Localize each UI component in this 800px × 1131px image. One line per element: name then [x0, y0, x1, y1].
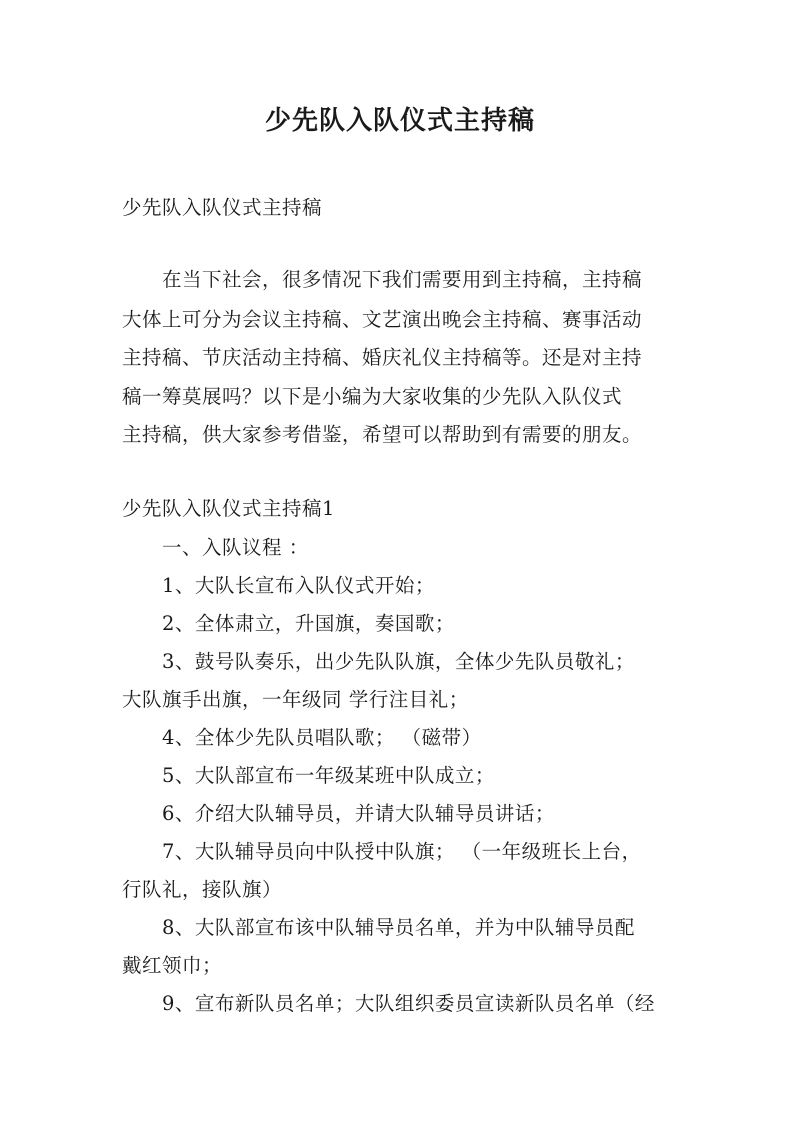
intro-line: 主持稿，供大家参考借鉴，希望可以帮助到有需要的朋友。	[122, 423, 643, 446]
agenda-item: 6、介绍大队辅导员，并请大队辅导员讲话；	[162, 802, 555, 825]
subtitle: 少先队入队仪式主持稿	[122, 196, 323, 219]
section-heading: 少先队入队仪式主持稿1	[122, 497, 335, 520]
intro-line: 大体上可分为会议主持稿、文艺演出晚会主持稿、赛事活动	[122, 308, 643, 331]
agenda-item: 3、鼓号队奏乐，出少先队队旗，全体少先队员敬礼；	[162, 650, 635, 673]
agenda-item-continued: 戴红领巾；	[122, 954, 223, 977]
agenda-item-continued: 大队旗手出旗，一年级同 学行注目礼；	[122, 688, 469, 711]
intro-line: 主持稿、节庆活动主持稿、婚庆礼仪主持稿等。还是对主持	[122, 346, 643, 369]
agenda-item: 9、宣布新队员名单；大队组织委员宣读新队员名单（经	[162, 992, 655, 1015]
agenda-item: 1、大队长宣布入队仪式开始；	[162, 574, 435, 597]
agenda-item: 8、大队部宣布该中队辅导员名单，并为中队辅导员配	[162, 916, 635, 939]
agenda-item: 4、全体少先队员唱队歌； （磁带）	[162, 726, 482, 749]
page-title: 少先队入队仪式主持稿	[264, 106, 535, 136]
intro-line: 在当下社会，很多情况下我们需要用到主持稿，主持稿	[162, 268, 643, 291]
agenda-heading: 一、入队议程 ：	[162, 536, 309, 559]
agenda-item: 2、全体肃立，升国旗，奏国歌；	[162, 612, 455, 635]
agenda-item-continued: 行队礼，接队旗）	[122, 878, 283, 901]
agenda-item: 5、大队部宣布一年级某班中队成立；	[162, 764, 495, 787]
agenda-item: 7、大队辅导员向中队授中队旗； （一年级班长上台，	[162, 840, 642, 863]
intro-line: 稿一筹莫展吗？以下是小编为大家收集的少先队入队仪式	[122, 385, 623, 408]
